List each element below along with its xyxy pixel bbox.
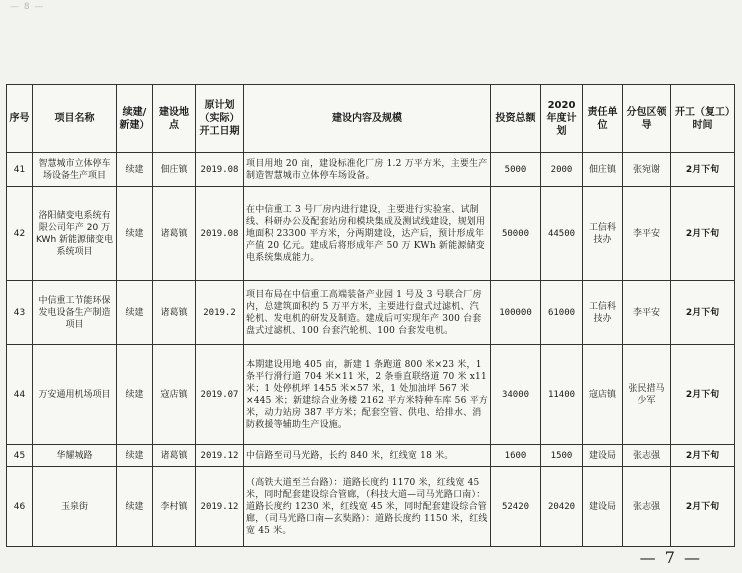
row-plan-date: 2019.12	[196, 445, 244, 467]
page-number: — 7 —	[639, 548, 702, 567]
row-plan-2020: 44500	[541, 187, 583, 281]
row-unit: 寇店镇	[583, 345, 623, 445]
header-location: 建设地点	[153, 85, 196, 153]
row-unit: 佃庄镇	[583, 153, 623, 187]
row-name: 万安通用机场项目	[33, 345, 117, 445]
row-location: 诸葛镇	[153, 187, 196, 281]
row-plan-date: 2019.08	[196, 153, 244, 187]
row-no: 43	[7, 281, 33, 345]
row-name: 中信重工节能环保发电设备生产制造项目	[33, 281, 117, 345]
row-status: 续建	[117, 445, 153, 467]
row-unit: 工信科技办	[583, 281, 623, 345]
row-start-time: 2月下旬	[671, 467, 735, 547]
row-no: 45	[7, 445, 33, 467]
row-investment: 34000	[491, 345, 541, 445]
row-name: 玉泉街	[33, 467, 117, 547]
row-unit: 工信科技办	[583, 187, 623, 281]
row-start-time: 2月下旬	[671, 153, 735, 187]
row-unit: 建设局	[583, 445, 623, 467]
row-leader: 张宛谢	[623, 153, 671, 187]
row-content: （高铁大道至兰台路）：道路长度约 1170 米，红线宽 45 米，同时配套建设综合管廊，（科技大道—司马光路口南）：道路长度约 1230 米，红线宽 45 米，同时配套建设综合管廊，（司马光路口南—玄奘路）：道路长度约 1150 米，红线宽 45 米。	[244, 467, 491, 547]
table-row	[7, 187, 735, 281]
row-plan-date: 2019.07	[196, 345, 244, 445]
header-leader: 分包区领导	[623, 85, 671, 153]
row-content: 项目用地 20 亩，建设标准化厂房 1.2 万平方米，主要生产制造智慧城市立体停车场设备。	[244, 153, 491, 187]
previous-page-mark: — 8 —	[10, 2, 45, 12]
row-status: 续建	[117, 467, 153, 547]
table-row	[7, 345, 735, 445]
table-row	[7, 281, 735, 345]
row-location: 李村镇	[153, 467, 196, 547]
project-table	[6, 84, 735, 547]
row-leader: 李平安	[623, 187, 671, 281]
row-leader: 张民措马少军	[623, 345, 671, 445]
row-plan-date: 2019.12	[196, 467, 244, 547]
row-status: 续建	[117, 281, 153, 345]
row-plan-date: 2019.2	[196, 281, 244, 345]
header-unit: 责任单位	[583, 85, 623, 153]
row-no: 41	[7, 153, 33, 187]
header-plan-2020: 2020 年度计划	[541, 85, 583, 153]
row-leader: 李平安	[623, 281, 671, 345]
row-start-time: 2月下旬	[671, 445, 735, 467]
row-plan-date: 2019.08	[196, 187, 244, 281]
row-no: 44	[7, 345, 33, 445]
row-start-time: 2月下旬	[671, 345, 735, 445]
row-status: 续建	[117, 153, 153, 187]
header-no: 序号	[7, 85, 33, 153]
row-plan-2020: 11400	[541, 345, 583, 445]
row-investment: 52420	[491, 467, 541, 547]
row-start-time: 2月下旬	[671, 187, 735, 281]
row-content: 本期建设用地 405 亩，新建 1 条跑道 800 米×23 米，1 条平行滑行道 704 米×11 米，2 条垂直联络道 70 米 x11 米；1 处停机坪 1455 米×57 米，1 处加油坪 567 米×445 米；新建综合业务楼 2162 平方米特种车库 56 平方米，动力站房 387 平方米；配套空管、供电、给排水、消防救援等辅助生产设施。	[244, 345, 491, 445]
row-location: 诸葛镇	[153, 445, 196, 467]
row-name: 华耀城路	[33, 445, 117, 467]
row-investment: 50000	[491, 187, 541, 281]
row-no: 42	[7, 187, 33, 281]
header-status: 续建/新建）	[117, 85, 153, 153]
table-row	[7, 467, 735, 547]
row-plan-2020: 2000	[541, 153, 583, 187]
table-row	[7, 153, 735, 187]
row-location: 寇店镇	[153, 345, 196, 445]
row-plan-2020: 20420	[541, 467, 583, 547]
row-content: 中信路至司马光路，长约 840 米，红线宽 18 米。	[244, 445, 491, 467]
table-header-row	[7, 85, 735, 153]
header-name: 项目名称	[33, 85, 117, 153]
row-name: 智慧城市立体停车场设备生产项目	[33, 153, 117, 187]
row-investment: 100000	[491, 281, 541, 345]
row-no: 46	[7, 467, 33, 547]
row-investment: 1600	[491, 445, 541, 467]
row-status: 续建	[117, 187, 153, 281]
header-plan-date: 原计划（实际）开工日期	[196, 85, 244, 153]
row-location: 佃庄镇	[153, 153, 196, 187]
header-investment: 投资总额	[491, 85, 541, 153]
row-leader: 张志强	[623, 445, 671, 467]
row-start-time: 2月下旬	[671, 281, 735, 345]
row-content: 项目布局在中信重工高端装备产业园 1 号及 3 号联合厂房内，总建筑面积约 5 万平方米，主要进行盘式过滤机、汽轮机、发电机的研发及制造。建成后可实现年产 300 台套盘式过滤机、100 台套汽轮机、100 台套发电机。	[244, 281, 491, 345]
row-leader: 张志强	[623, 467, 671, 547]
row-plan-2020: 61000	[541, 281, 583, 345]
header-start-time: 开工（复工）时间	[671, 85, 735, 153]
row-plan-2020: 1500	[541, 445, 583, 467]
header-content: 建设内容及规模	[244, 85, 491, 153]
row-content: 在中信重工 3 号厂房内进行建设，主要进行实验室、试制线、科研办公及配套站房和模块集成及测试线建设，规划用地面积 23300 平方米，分两期建设，达产后，预计形成年产值 20 亿元。建成后将形成年产 50 万 KWh 新能源储变电系统集成能力。	[244, 187, 491, 281]
row-status: 续建	[117, 345, 153, 445]
row-unit: 建设局	[583, 467, 623, 547]
row-name: 洛阳储变电系统有限公司年产 20 万 KWh 新能源储变电系统项目	[33, 187, 117, 281]
table-row	[7, 445, 735, 467]
row-investment: 5000	[491, 153, 541, 187]
row-location: 诸葛镇	[153, 281, 196, 345]
